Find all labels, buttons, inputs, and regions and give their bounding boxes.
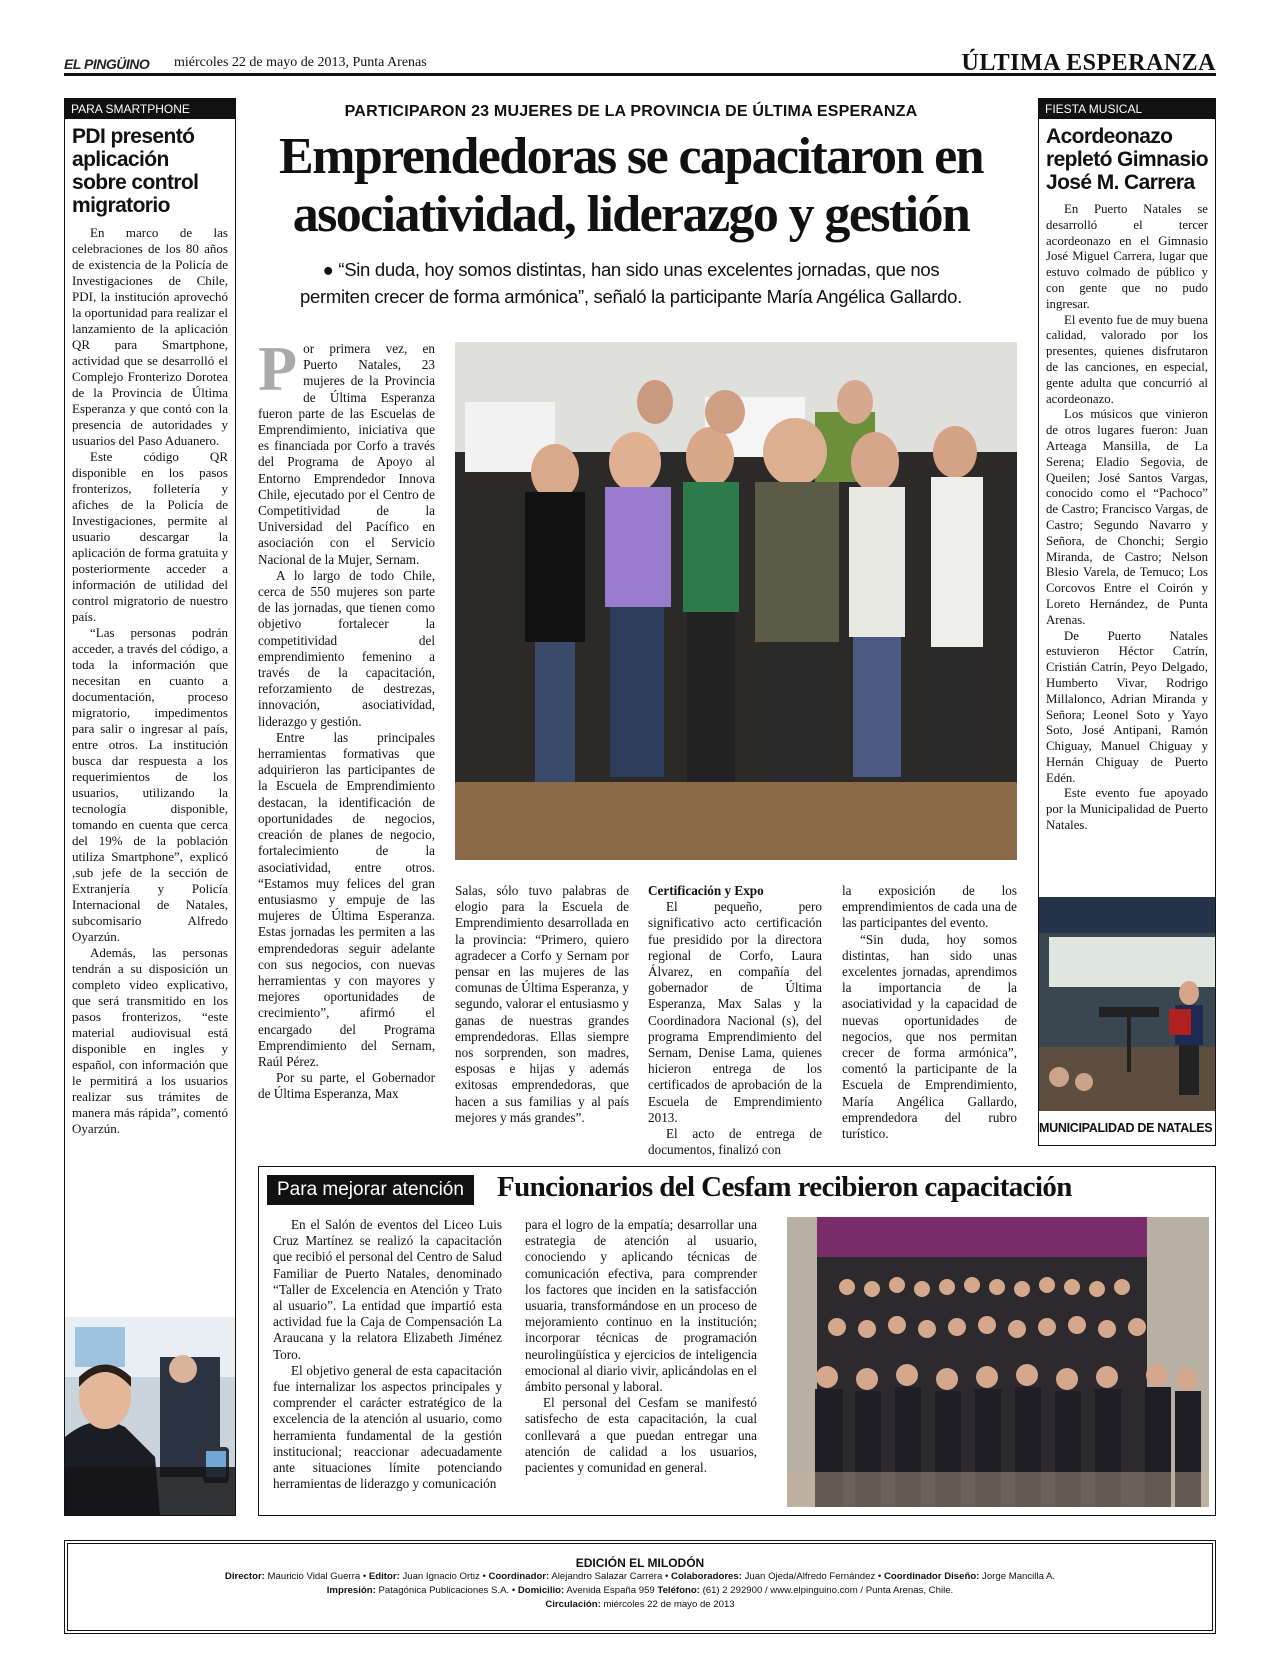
story-kicker: PARTICIPARON 23 MUJERES DE LA PROVINCIA DE ÚLTIMA ESPERANZA [344,103,918,120]
credit-label: Coordinador Diseño: [883,1571,980,1582]
credit-label: Coordinador: [488,1571,550,1582]
cesfam-column-2 [525,1217,757,1511]
headline-line: Emprendedoras se capacitaron en [279,128,983,185]
sidebar-body [1039,198,1215,834]
credit-value: Mauricio Vidal Guerra [267,1571,361,1582]
paragraph: Salas, sólo tuvo palabras de elogio para la Escuela de Emprendimiento desarrollada en la provincia: “Primero, quiero agradecer a Corfo y Sernam por pensar en las mujeres de las comunas de Última Esperanza, y segundo, valorar el entusiasmo y ganas de nuestras grandes emprendedoras. Ellas siempre nos sorprenden, son madres, esposas e hijas y además exitosas emprendedoras, que hacen a sus familias y al país mejores y más grandes”. [455,883,629,1125]
right-sidebar [1038,98,1216,1146]
masthead [64,50,1216,76]
credit-label: Domicilio: [517,1585,565,1596]
newspaper-logo: EL PINGÜINO [64,56,150,72]
cesfam-story [258,1166,1216,1516]
paragraph: En marco de las celebraciones de los 80 años de existencia de la Policía de Investigaciones de Chile, PDI, la institución aprovechó la oportunidad para realizar el lanzamiento de la aplicación QR para Smartphone, actividad que se desarrolló el Complejo Fronterizo Dorotea de la Provincia de Última Esperanza y que contó con la presencia de autoridades y usuarios del Paso Aduanero. [72,225,228,448]
paragraph [258,333,435,568]
deck-line: permiten crecer de forma armónica”, señaló la participante María Angélica Gallardo. [300,286,962,307]
story-deck [250,256,1012,310]
municipalidad-banner: MUNICIPALIDAD DE NATALES [1039,1111,1215,1145]
paragraph: El personal del Cesfam se manifestó satisfecho de esta capacitación, la cual conllevará a que puedan entregar una atención de calidad a los usuarios, pacientes y comunidad en general. [525,1395,757,1476]
paragraph: A lo largo de todo Chile, cerca de 550 mujeres son parte de las jornadas, que tienen como objetivo fortalecer la competitividad del emprendimiento femenino a través de la capacitación, reforzamiento de destrezas, innovación, asociatividad, liderazgo y gestión. [258,567,435,729]
paragraph: para el logro de la empatía; desarrollar una estrategia de atención al usuario, conociendo y aplicando técnicas de comunicación efectiva, para comprender los factores que inciden en la satisfacción usuaria, transformándose en un proceso de mejoramiento continuo en la institución; incorporar técnicas de programación neurolingüística y ejercicios de inteligencia emocional al diario vivir, aplicándolas en el ámbito personal y laboral. [525,1217,757,1395]
sidebar-body [65,221,235,1137]
credit-value: Jorge Mancilla A. [982,1571,1056,1582]
credits-line-2: Impresión: Patagónica Publicaciones S.A. • Domicilio: Avenida España 959 Teléfono: (61) 2 292900 / www.elpinguino.com / Punta Arenas, Chile. [326,1585,954,1596]
story-headline [240,128,1022,244]
credits-footer [64,1540,1216,1634]
paragraph: El acto de entrega de documentos, finalizó con [648,1126,822,1158]
paragraph: En el Salón de eventos del Liceo Luis Cruz Martínez se realizó la capacitación que recibió el personal del Centro de Salud Familiar de Puerto Natales, denominado “Taller de Excelencia en Atención y Trato al usuario”. La entidad que impartió esta actividad fue la Caja de Compensación La Araucana y la relatora Elizabeth Jiménez Toro. [273,1217,502,1362]
emprendedoras-photo [455,342,1017,860]
paragraph: Este código QR disponible en los pasos fronterizos, folletería y afiches de la Policía de Investigaciones, permite al usuario descargar la aplicación de forma gratuita y posteriormente acceder a información de utilidad del control migratorio de nuestro país. [72,449,228,624]
paragraph: En Puerto Natales se desarrolló el tercer acordeonazo en el Gimnasio José Miguel Carrera, lugar que estuvo colmado de público y con gente que no pudo ingresar. [1046,202,1208,311]
sidebar-tag: PARA SMARTPHONE [65,99,235,119]
credit-value: (61) 2 292900 / www.elpinguino.com / Punta Arenas, Chile. [702,1585,954,1596]
credit-label: Editor: [368,1571,400,1582]
cesfam-label: Para mejorar atención [267,1175,474,1205]
credit-value: Alejandro Salazar Carrera [551,1571,663,1582]
credit-label: Circulación: [545,1599,601,1610]
left-sidebar [64,98,236,1516]
paragraph-text: or primera vez, en Puerto Natales, 23 mujeres de la Provincia de Última Esperanza fueron parte de las Escuelas de Emprendimiento, iniciativa que es financiada por Corfo a través del Programa de Apoyo al Entorno Emprendedor Innova Chile, ejecutado por el Centro de Competitividad de la Universidad del Pacífico en asociación con el Servicio Nacional de la Mujer, Sernam. [258,341,435,567]
credit-value: Patagónica Publicaciones S.A. [378,1585,510,1596]
dropcap: P [258,333,298,404]
paragraph: la exposición de los emprendimientos de cada una de las participantes del evento. [842,883,1017,931]
paragraph: “Sin duda, hoy somos distintas, han sido unas excelentes jornadas, aprendimos la importancia de la asociatividad y la capacidad de nuevas oportunidades de negocios, que nos permitan crecer de forma armónica”, comentó la participante de la Escuela de Emprendimiento, María Angélica Gallardo, emprendedora del rubro turístico. [842,931,1017,1142]
credit-value: Juan Ignacio Ortiz [402,1571,480,1582]
credit-value: Avenida España 959 [566,1585,655,1596]
credit-label: Impresión: [326,1585,376,1596]
story-column-2 [455,883,629,1171]
paragraph: Además, las personas tendrán a su disposición un completo video explicativo, que será transmitido en los pasos fronterizos, “este material audiovisual está disponible en ingles y español, con información que le permitirá a los usuarios realizar sus trámites de manera más rápida”, comentó Oyarzún. [72,945,228,1136]
acordeonazo-photo [1039,897,1215,1145]
cesfam-headline: Funcionarios del Cesfam recibieron capacitación [497,1171,1072,1203]
paragraph: El evento fue de muy buena calidad, valorado por los presentes, quienes disfrutaron de las canciones, en especial, gente adulta que concurrió al acordeonazo. [1046,312,1208,406]
paragraph: Los músicos que vinieron de otros lugares fueron: Juan Arteaga Mansilla, de La Serena; Eladio Segovia, de Queilen; José Santos Vargas, conocido como el “Pachoco” de Castro; Francisco Vargas, de Castro; Segundo Navarro y Señora, de Chonchi; Sergio Miranda, de Castro; Nelson Blesio Varela, de Temuco; Los Corcovos Entre el Coirón y Loreto Hernández, de Punta Arenas. [1046,407,1208,627]
paragraph: “Las personas podrán acceder, a través del código, a toda la información que necesitan en cuanto a documentación, proceso migratorio, impedimentos para salir o ingresar al país, entre otros. La institución busca dar respuesta a los requerimientos de los usuarios, utilizando la tecnología disponible, tomando en cuenta que cerca del 19% de la población utiliza Smartphone”, explicó ,sub jefe de la sección de Extranjería y Policía Internacional de Natales, subcomisario Alfredo Oyarzún. [72,625,228,944]
subheading: Certificación y Expo [648,883,764,898]
paragraph: Por su parte, el Gobernador de Última Esperanza, Max [258,1070,435,1102]
paragraph: Entre las principales herramientas formativas que adquirieron las participantes de la Escuela de Emprendimiento destacan, la identificación de oportunidades de negocios, creación de planes de negocio, fortalecimiento de la asociatividad, entre otros. “Estamos muy felices del gran entusiasmo y empuje de las mujeres de Última Esperanza. Estas jornadas les permiten a las emprendedoras seguir adelante con sus negocios, con nuevas herramientas y con mayores y mejores oportunidades de crecimiento”, afirmó el encargado del Programa Emprendimiento del Sernam, Raúl Pérez. [258,729,435,1069]
cesfam-group-photo [787,1217,1209,1507]
credit-label: Colaboradores: [671,1571,742,1582]
footer-frame [67,1543,1213,1631]
footer-title: EDICIÓN EL MILODÓN [575,1556,705,1570]
deck-line: ● “Sin duda, hoy somos distintas, han sido unas excelentes jornadas, que nos [322,259,940,280]
paragraph: Este evento fue apoyado por la Municipalidad de Puerto Natales. [1046,786,1208,833]
credit-value: miércoles 22 de mayo de 2013 [603,1599,735,1610]
sidebar-tag: FIESTA MUSICAL [1039,99,1215,119]
paragraph: De Puerto Natales estuvieron Héctor Catrín, Cristián Catrín, Peyo Delgado, Humberto Vivar, Rodrigo Millalonco, Adrian Miranda y Señora; Leonel Soto y Yayo Soto, José Antipani, Ramón Chiguay, Manuel Chiguay y Hernán Chiguay de Puerto Edén. [1046,628,1208,785]
story-column-3 [648,883,822,1171]
credits-line-1: Director: Mauricio Vidal Guerra • Editor: Juan Ignacio Ortiz • Coordinador: Alejandro Salazar Carrera • Colaboradores: Juan Ojeda/Alfredo Fernández • Coordinador Diseño: Jorge Mancilla A. [224,1571,1056,1582]
credit-value: Juan Ojeda/Alfredo Fernández [744,1571,876,1582]
paragraph: El objetivo general de esta capacitación fue internalizar los aspectos principales y comprender el carácter estratégico de la excelencia de la atención al usuario, como herramienta fundamental de la gestión institucional; reaccionar adecuadamente ante situaciones límite potenciando herramientas de liderazgo y comunicación [273,1362,502,1492]
credit-label: Teléfono: [657,1585,700,1596]
credit-label: Director: [224,1571,265,1582]
story-column-4 [842,883,1017,1171]
section-title: ÚLTIMA ESPERANZA [961,50,1216,76]
pdi-photo [65,1317,235,1515]
dateline: miércoles 22 de mayo de 2013, Punta Arenas [174,55,427,70]
paragraph: El pequeño, pero significativo acto certificación fue presidido por la directora regional de Corfo, Laura Álvarez, en compañía del gobernador de Última Esperanza, Max Salas y la Coordinadora Nacional (s), del programa Emprendimiento del Sernam, Denise Lama, quienes hicieron entrega de los certificados de aprobación de la Escuela de Emprendimiento 2013. [648,899,822,1125]
sidebar-headline: PDI presentó aplicación sobre control migratorio [72,125,199,217]
sidebar-headline: Acordeonazo repletó Gimnasio José M. Carrera [1046,125,1208,194]
story-column-1 [258,333,435,1171]
headline-line: asociatividad, liderazgo y gestión [292,186,970,243]
cesfam-column-1 [273,1217,502,1511]
